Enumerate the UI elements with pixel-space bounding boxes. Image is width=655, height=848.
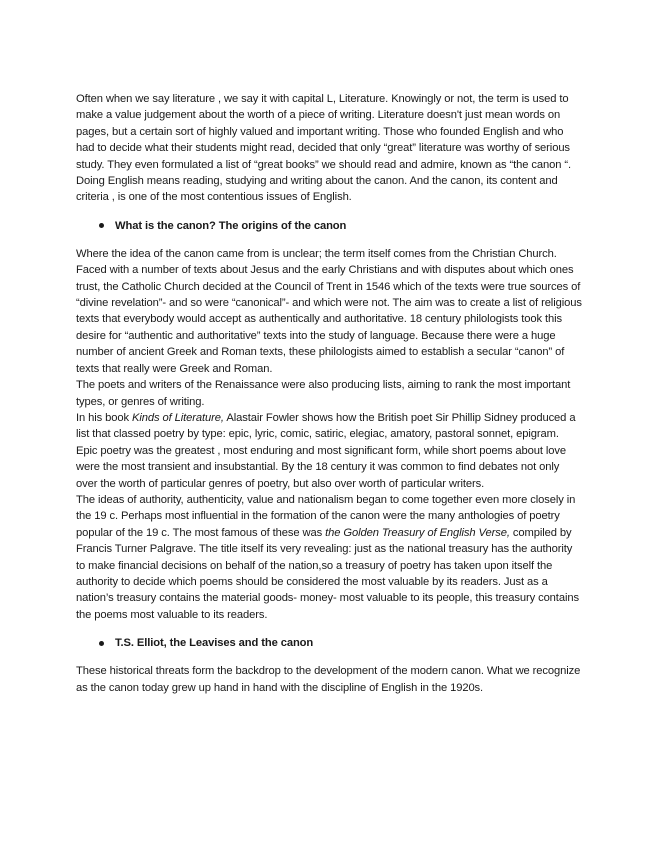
intro-paragraph-2: Doing English means reading, studying and writing about the canon. And the canon, its content and criteria , is one of the most contentious issues of English. bbox=[76, 175, 558, 204]
eliot-paragraph-1: These historical threats form the backdrop to the development of the modern canon. What we recognize as the canon today grew up hand in hand with the discipline of English in the 1920s. bbox=[76, 665, 581, 694]
paragraph-text: Alastair Fowler shows how the British poet Sir Phillip Sidney produced a list that classed poetry by type: epic, lyric, comic, satiric, elegiac, amatory, pastoral sonnet, epigram. Epic poetry was the greatest , most enduring and most significant form, while short poems about love were the most transient and insubstantial. By the 18 century it was common to find debates not only over the worth of particular genres of poetry, but also over worth of particular writers. bbox=[76, 411, 576, 490]
origins-paragraph-3 bbox=[76, 410, 582, 492]
paragraph-text: In his book bbox=[76, 411, 133, 424]
spacer bbox=[76, 651, 582, 663]
bullet-icon bbox=[99, 641, 104, 646]
origins-paragraph-1: Where the idea of the canon came from is unclear; the term itself comes from the Christian Church. Faced with a number of texts about Jesus and the early Christians and with disputes about which ones trust, the Catholic Church decided at the Council of Trent in 1546 which of the texts were true sources of “divine revelation”- and so were “canonical”- and which were not. The aim was to create a list of religious texts that everybody would accept as authentically and authoritative. 18 century philologists took this desire for “authentic and authoritative” texts into the study of language. Because there were a huge number of ancient Greek and Roman texts, these philologists aimed to establish a secular “canon” of texts that really were Greek and Roman. bbox=[76, 247, 582, 375]
section-heading-text: T.S. Elliot, the Leavises and the canon bbox=[115, 636, 314, 649]
section-heading-eliot bbox=[76, 635, 582, 651]
spacer bbox=[76, 206, 582, 218]
spacer bbox=[76, 234, 582, 246]
book-title: the Golden Treasury of English Verse, bbox=[325, 526, 510, 539]
document-body bbox=[76, 91, 582, 696]
origins-paragraph-4 bbox=[76, 492, 582, 623]
paragraph-text: compiled by Francis Turner Palgrave. The title itself its very revealing: just as the national treasury has the authority to make financial decisions on behalf of the nation,so a treasury of poetry has taken upon itself the authority to decide which poems should be considered the most valuable by its readers. Just as a nation’s treasury contains the material goods- money- most valuable to its people, this treasury contains the poems most valuable to its readers. bbox=[76, 526, 579, 621]
paragraph-text: The ideas of authority, authenticity, value and nationalism began to come together even more closely in the 19 c. Perhaps most influential in the formation of the canon were the many anthologies of poetry popular of the 19 c. The most famous of these was bbox=[76, 493, 576, 539]
book-title: Kinds of Literature, bbox=[132, 411, 224, 424]
spacer bbox=[76, 623, 582, 635]
origins-paragraph-2: The poets and writers of the Renaissance were also producing lists, aiming to rank the most important types, or genres of writing. bbox=[76, 379, 571, 408]
section-heading-text: What is the canon? The origins of the canon bbox=[115, 219, 347, 232]
section-heading-origins bbox=[76, 218, 582, 234]
intro-paragraph-1: Often when we say literature , we say it with capital L, Literature. Knowingly or not, the term is used to make a value judgement about the worth of a piece of writing. Literature doesn't just mean words on pages, but a certain sort of highly valued and important writing. Those who founded English and who had to decide what their students might read, decided that only “great” literature was worthy of serious study. They even formulated a list of “great books” we should read and admire, known as “the canon “. bbox=[76, 93, 572, 171]
bullet-icon bbox=[99, 223, 104, 228]
